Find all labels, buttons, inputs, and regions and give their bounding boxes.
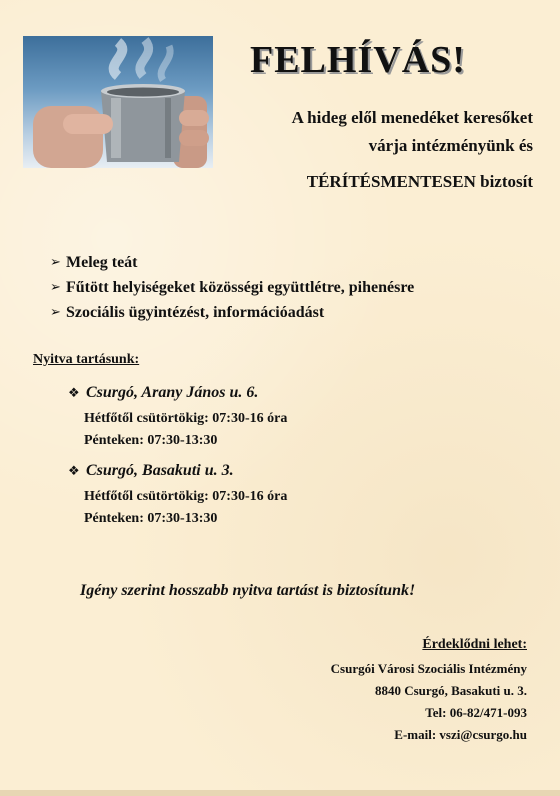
contact-block — [331, 632, 527, 746]
arrow-bullet-icon: ➢ — [50, 280, 61, 295]
location-block — [68, 460, 287, 530]
friday-hours: Pénteken: 07:30-13:30 — [84, 433, 218, 448]
opening-hours-heading: Nyitva tartásunk: — [33, 352, 140, 367]
location-title — [68, 460, 287, 482]
contact-address: 8840 Csurgó, Basakuti u. 3. — [374, 683, 527, 698]
contact-email: E-mail: vszi@csurgo.hu — [394, 727, 527, 742]
diamond-bullet-icon: ❖ — [68, 463, 80, 479]
bottom-border — [0, 790, 560, 796]
weekday-hours: Hétfőtől csütörtökig: 07:30-16 óra — [84, 411, 288, 426]
offer-text: Fűtött helyiségeket közösségi együttlétre, pihenésre — [66, 278, 415, 296]
list-item — [50, 250, 414, 275]
list-item — [50, 275, 414, 300]
steaming-cup-image — [23, 36, 213, 168]
contact-org: Csurgói Városi Szociális Intézmény — [330, 661, 527, 676]
steaming-cup-photo — [23, 36, 213, 168]
arrow-bullet-icon: ➢ — [50, 305, 61, 320]
offer-text: Szociális ügyintézést, információadást — [66, 303, 325, 321]
location-block — [68, 382, 287, 452]
page-title: FELHÍVÁS! — [250, 39, 466, 81]
list-item — [50, 300, 414, 325]
intro-line-2: várja intézményünk és — [368, 136, 533, 155]
location-name: Csurgó, Basakuti u. 3. — [86, 462, 234, 479]
contact-heading: Érdeklődni lehet: — [422, 637, 527, 652]
location-name: Csurgó, Arany János u. 6. — [86, 384, 259, 401]
intro-line-3: TÉRÍTÉSMENTESEN biztosít — [306, 172, 533, 191]
contact-phone: Tel: 06-82/471-093 — [425, 705, 527, 720]
offer-list — [50, 250, 414, 325]
diamond-bullet-icon: ❖ — [68, 385, 80, 401]
extended-hours-note: Igény szerint hosszabb nyitva tartást is biztosítunk! — [80, 582, 416, 599]
arrow-bullet-icon: ➢ — [50, 255, 61, 270]
friday-hours: Pénteken: 07:30-13:30 — [84, 511, 218, 526]
offer-text: Meleg teát — [66, 253, 138, 271]
weekday-hours: Hétfőtől csütörtökig: 07:30-16 óra — [84, 489, 288, 504]
location-title — [68, 382, 287, 404]
intro-line-1: A hideg elől menedéket keresőket — [291, 108, 533, 127]
